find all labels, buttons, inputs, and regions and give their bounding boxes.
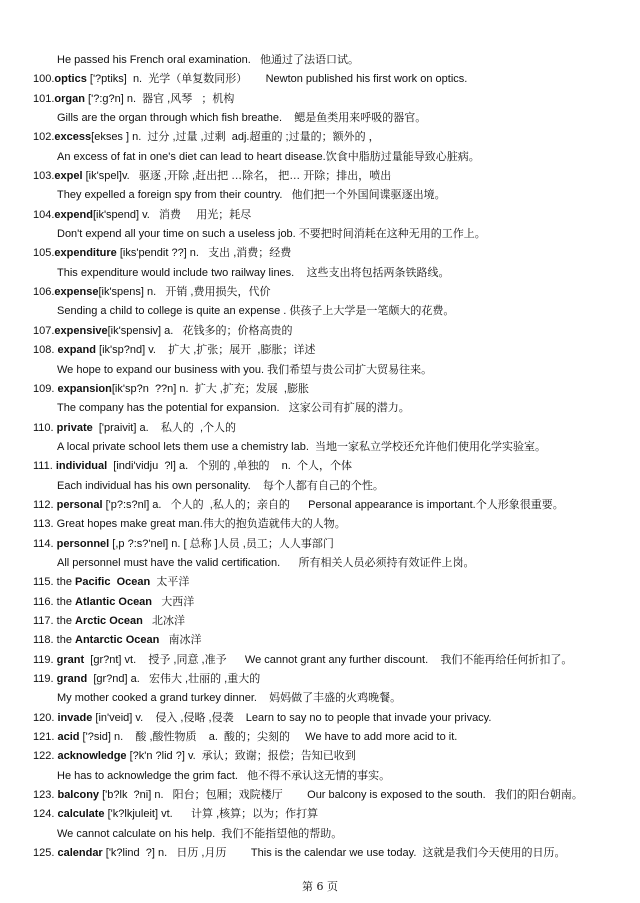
entry-prefix: 112.	[33, 498, 57, 511]
entry-definition: ['k?lkjuleit] vt. 计算 ,核算；以为；作打算	[104, 808, 319, 821]
vocab-entry	[0, 341, 640, 360]
entry-prefix: 110.	[33, 421, 57, 434]
entry-prefix: This expenditure would include two railway lines. 这些支出将包括两条铁路线。	[57, 266, 450, 279]
vocab-entry	[0, 573, 640, 592]
entry-prefix: All personnel must have the valid certification. 所有相关人员必须持有效证件上岗。	[57, 556, 475, 569]
example-sentence	[0, 399, 640, 418]
entry-definition: ['k?lind ?] n. 日历 ,月历 This is the calendar we use today. 这就是我们今天使用的日历。	[102, 847, 566, 860]
entry-prefix: An excess of fat in one's diet can lead to heart disease.饮食中脂肪过量能导致心脏病。	[57, 150, 480, 163]
vocab-entry	[0, 70, 640, 89]
entry-prefix: 124.	[33, 808, 58, 821]
vocab-entry	[0, 283, 640, 302]
entry-prefix: 109.	[33, 382, 58, 395]
entry-definition: [in'veid] v. 侵入 ,侵略 ,侵袭 Learn to say no to people that invade your privacy.	[92, 711, 492, 724]
vocab-entry	[0, 747, 640, 766]
example-sentence	[0, 554, 640, 573]
vocab-entry	[0, 651, 640, 670]
vocab-entry	[0, 709, 640, 728]
entry-prefix: 113. Great hopes make great man.伟大的抱负造就伟大的人物。	[33, 518, 346, 531]
headword: expel	[54, 170, 83, 183]
entry-definition: [gr?nt] vt. 授予 ,同意 ,准予 We cannot grant any further discount. 我们不能再给任何折扣了。	[84, 653, 573, 666]
vocab-entry	[0, 670, 640, 689]
headword: grand	[56, 673, 88, 685]
vocab-entry	[0, 728, 640, 747]
headword: Atlantic Ocean	[75, 595, 153, 608]
entry-prefix: 117. the	[33, 614, 75, 627]
entry-prefix: We cannot calculate on his help. 我们不能指望他的帮助。	[57, 827, 343, 840]
entry-definition: ['?ptiks] n. 光学（单复数同形） Newton published his first work on optics.	[86, 73, 468, 86]
entry-prefix: 105.	[33, 247, 55, 260]
headword: acknowledge	[57, 750, 127, 763]
entry-definition: ['?sid] n. 酸 ,酸性物质 a. 酸的；尖刻的 We have to add more acid to it.	[79, 731, 458, 744]
headword: expense	[54, 286, 99, 299]
entry-prefix: 120.	[33, 711, 58, 724]
example-sentence	[0, 302, 640, 321]
headword: expenditure	[54, 247, 117, 260]
vocab-entry	[0, 593, 640, 612]
vocab-entry	[0, 457, 640, 476]
headword: personal	[56, 498, 103, 511]
entry-prefix: Don't expend all your time on such a useless job. 不要把时间消耗在这种无用的工作上。	[57, 228, 486, 241]
entry-prefix: 114.	[33, 537, 57, 550]
entry-definition: ['praivit] a. 私人的 ,个人的	[92, 421, 237, 434]
entry-prefix: 106.	[33, 286, 55, 299]
entry-definition: [,p ?:s?'nel] n. [ 总称 ]人员 ,员工；人人事部门	[109, 537, 334, 550]
vocab-entry	[0, 244, 640, 263]
page-number: 第 6 页	[302, 880, 338, 893]
entry-definition: ['p?:s?nl] a. 个人的 ,私人的；亲自的 Personal appearance is important.个人形象很重要。	[102, 498, 564, 511]
entry-prefix: The company has the potential for expansion. 这家公司有扩展的潜力。	[57, 402, 410, 415]
entry-prefix: Gills are the organ through which fish breathe. 鳃是鱼类用来呼吸的器官。	[57, 112, 427, 125]
vocab-entry	[0, 206, 640, 225]
entry-definition: 南冰洋	[159, 634, 202, 647]
entry-prefix: 104.	[33, 208, 55, 221]
headword: expensive	[54, 324, 108, 337]
headword: Pacific Ocean	[75, 576, 151, 589]
entry-prefix: A local private school lets them use a chemistry lab. 当地一家私立学校还允许他们使用化学实验室。	[57, 440, 547, 453]
headword: balcony	[57, 789, 100, 802]
entry-prefix: 101.	[33, 92, 55, 105]
example-sentence	[0, 186, 640, 205]
headword: Arctic Ocean	[75, 614, 143, 627]
example-sentence	[0, 477, 640, 496]
headword: excess	[54, 131, 92, 144]
vocab-entry	[0, 167, 640, 186]
headword: optics	[54, 73, 87, 86]
entry-prefix: 108.	[33, 344, 58, 357]
headword: grant	[56, 653, 85, 666]
vocab-entry	[0, 128, 640, 147]
vocab-entry	[0, 419, 640, 438]
vocab-entry	[0, 844, 640, 863]
entry-definition: [ik'spel]v. 驱逐 ,开除 ,赶出把 …除名， 把… 开除；排出，喷出	[82, 170, 392, 183]
entry-definition: [ekses ] n. 过分 ,过量 ,过剩 adj.超重的 ;过量的；额外的 ，	[91, 131, 380, 144]
example-sentence	[0, 767, 640, 786]
headword: expansion	[57, 382, 112, 395]
entry-prefix: 119.	[33, 673, 57, 685]
headword: organ	[54, 92, 85, 105]
entry-prefix: He passed his French oral examination. 他通过了法语口试。	[57, 54, 359, 66]
entry-definition: 太平洋	[150, 576, 190, 589]
entry-definition: [?k'n ?lid ?] v. 承认；致谢；报偿；告知已收到	[126, 750, 356, 763]
vocab-entry	[0, 786, 640, 805]
headword: Antarctic Ocean	[75, 634, 160, 647]
example-sentence	[0, 264, 640, 283]
entry-prefix: 123.	[33, 789, 58, 802]
entry-definition: [indi'vidju ?l] a. 个别的 ,单独的 n. 个人，个体	[107, 460, 352, 473]
headword: expand	[57, 344, 96, 357]
entry-prefix: 102.	[33, 131, 55, 144]
entry-prefix: 116. the	[33, 595, 75, 608]
entry-prefix: Each individual has his own personality. 每个人都有自己的个性。	[57, 479, 384, 492]
entry-prefix: 125.	[33, 847, 58, 860]
example-sentence	[0, 438, 640, 457]
entry-prefix: Sending a child to college is quite an expense . 供孩子上大学是一笔颇大的花费。	[57, 305, 455, 318]
entry-prefix: He has to acknowledge the grim fact. 他不得不承认这无情的事实。	[57, 769, 391, 782]
entry-prefix: 119.	[33, 653, 57, 666]
example-sentence	[0, 689, 640, 708]
example-sentence	[0, 148, 640, 167]
entry-definition: [ik'spensiv] a. 花钱多的；价格高贵的	[107, 324, 293, 337]
document-body	[0, 51, 640, 863]
example-sentence	[0, 225, 640, 244]
headword: calculate	[57, 808, 105, 821]
entry-definition: 北冰洋	[142, 614, 186, 627]
entry-definition: ['?:g?n] n. 器官 ,风琴 ；机构	[84, 92, 235, 105]
entry-prefix: My mother cooked a grand turkey dinner. 妈妈做了丰盛的火鸡晚餐。	[57, 692, 402, 705]
headword: private	[56, 421, 93, 434]
entry-definition: [iks'pendit ??] n. 支出 ,消费；经费	[116, 247, 292, 260]
entry-definition: [ik'spens] n. 开销 ,费用损失，代价	[98, 286, 271, 299]
entry-prefix: We hope to expand our business with you. 我们希望与贵公司扩大贸易往来。	[57, 363, 433, 376]
entry-definition: ['b?lk ?ni] n. 阳台；包厢；戏院楼厅 Our balcony is exposed to the south. 我们的阳台朝南。	[99, 789, 583, 802]
entry-definition: [ik'sp?n ??n] n. 扩大 ,扩充；发展 ,膨胀	[111, 382, 309, 395]
entry-prefix: 122.	[33, 750, 58, 763]
vocab-entry	[0, 380, 640, 399]
vocab-entry	[0, 90, 640, 109]
entry-definition: [gr?nd] a. 宏伟大 ,壮丽的 ,重大的	[87, 673, 261, 685]
vocab-entry	[0, 631, 640, 650]
entry-prefix: 111.	[33, 460, 56, 473]
vocab-entry	[0, 322, 640, 341]
headword: individual	[55, 460, 108, 473]
entry-prefix: 103.	[33, 170, 55, 183]
headword: acid	[57, 731, 80, 744]
vocab-entry	[0, 612, 640, 631]
headword: invade	[57, 711, 93, 724]
example-sentence	[0, 51, 640, 70]
vocab-entry	[0, 496, 640, 515]
entry-prefix: 121.	[33, 731, 58, 744]
example-sentence	[0, 109, 640, 128]
entry-prefix: They expelled a foreign spy from their country. 他们把一个外国间谍驱逐出境。	[57, 189, 446, 202]
entry-prefix: 118. the	[33, 634, 75, 647]
headword: expend	[54, 208, 93, 221]
example-sentence	[0, 825, 640, 844]
headword: personnel	[56, 537, 110, 550]
entry-definition: [ik'spend] v. 消费 用光；耗尽	[92, 208, 252, 221]
vocab-entry	[0, 535, 640, 554]
vocab-entry	[0, 805, 640, 824]
entry-prefix: 115. the	[33, 576, 75, 589]
vocab-entry	[0, 515, 640, 534]
entry-prefix: 100.	[33, 73, 55, 86]
entry-definition: 大西洋	[152, 595, 195, 608]
entry-prefix: 107.	[33, 324, 55, 337]
headword: calendar	[57, 847, 103, 860]
example-sentence	[0, 361, 640, 380]
entry-definition: [ik'sp?nd] v. 扩大 ,扩张；展开 ,膨胀；详述	[95, 344, 316, 357]
